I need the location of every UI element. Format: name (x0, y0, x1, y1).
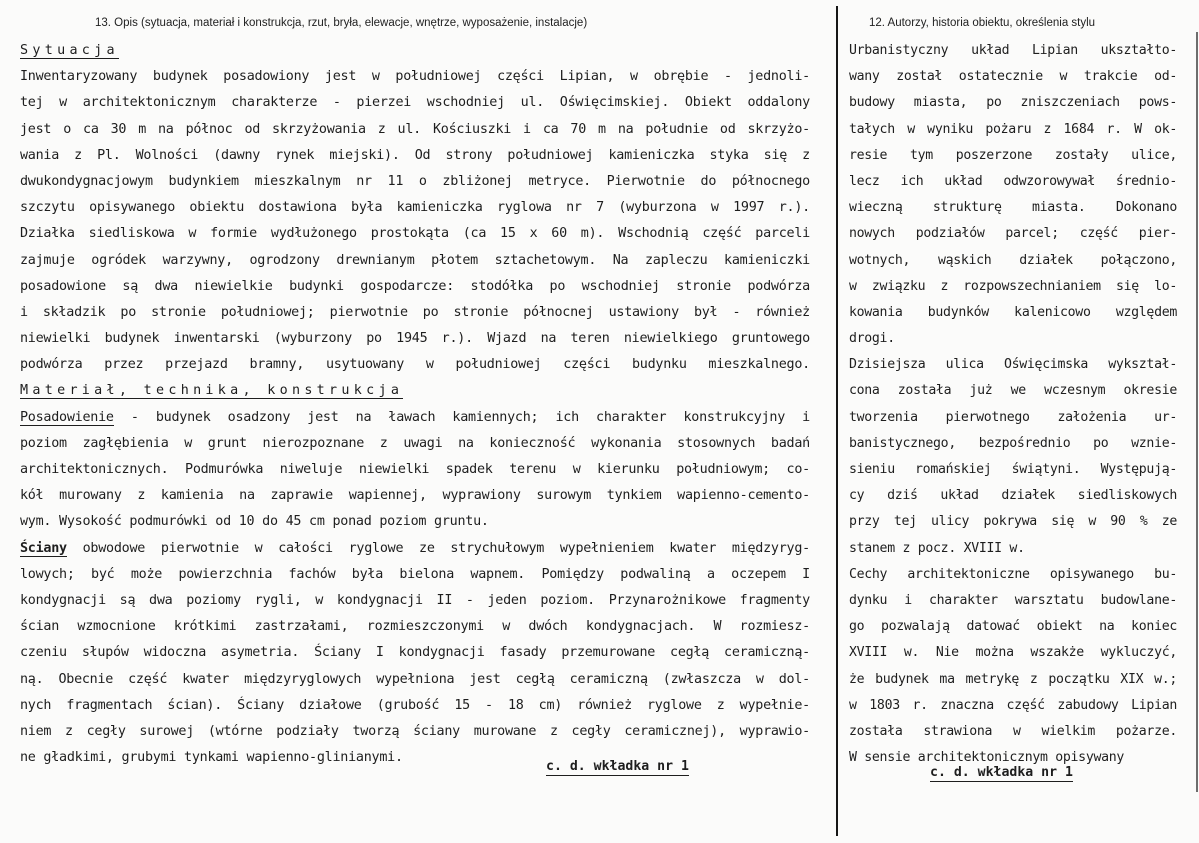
text-line: w 1803 r. znaczna część zabudowy Lipian (849, 697, 1177, 713)
text-line: wania z Pl. Wolności (dawny rynek miejski). Od strony południowej kamieniczka styka się z (20, 147, 810, 163)
text-line: W sensie architektonicznym opisywany (849, 750, 1125, 766)
text-line: dwukondygnacjowym budynkiem mieszkalnym nr 11 o zbliżonej metryce. Pierwotnie do północnego (20, 173, 810, 189)
walls-first-text: obwodowe pierwotnie w całości ryglowe ze strychułowym wypełnieniem kwater międzyryg- (66, 540, 810, 556)
text-line: wym. Wysokość podmurówki od 10 do 45 cm ponad poziom gruntu. (20, 514, 489, 530)
text-line: Cechy architektoniczne opisywanego bu- (849, 566, 1177, 582)
foundation-paragraph (20, 431, 810, 536)
text-line: XVIII w. Nie można wszakże wykluczyć, (849, 645, 1177, 661)
text-line: nych fragmentach ścian). Ściany działowe (grubość 15 - 18 cm) również ryglowe z wypełnie- (20, 697, 810, 713)
text-line: budowy miasta, po zniszczeniach pows- (849, 95, 1177, 111)
text-line: poziom zagłębienia w grunt nierozpoznane z uwagi na konieczność wykonania stosownych badań (20, 435, 810, 451)
text-line: kowania budynków kalenicowo względem (849, 304, 1177, 320)
walls-first-line (20, 536, 810, 562)
text-line: wotnych, wąskich działek połączono, (849, 252, 1177, 268)
continuation-note-left: c. d. wkładka nr 1 (546, 759, 689, 774)
history-column (849, 38, 1177, 771)
text-line: niewielki budynek inwentarski (wyburzony po 1945 r.). Wjazd na teren niewielkiego gruntowego (20, 331, 810, 347)
text-line: banistycznego, bezpośrednio po wznie- (849, 435, 1177, 451)
text-line: i składzik po stronie południowej; pierwotnie po stronie północnej ustawiony był - również (20, 304, 810, 320)
text-line: podwórza przez przejazd bramny, usytuowany w południowej części budynku mieszkalnego. (20, 357, 810, 373)
text-line: szczytu opisywanego obiektu dostawiona była kamieniczka ryglowa nr 7 (wyburzona w 1997 r.). (20, 200, 810, 216)
foundation-first-text: - budynek osadzony jest na ławach kamiennych; ich charakter konstrukcyjny i (113, 409, 810, 425)
text-line: że budynek ma metrykę z początku XIX w.; (849, 671, 1177, 687)
text-line: Dzisiejsza ulica Oświęcimska wykształ- (849, 357, 1177, 373)
text-line: tałych w wyniku pożaru z 1684 r. W ok- (849, 121, 1177, 137)
material-heading-line (20, 378, 810, 404)
text-line: wany został ostatecznie w trakcie od- (849, 69, 1177, 85)
text-line: tworzenia pierwotnego założenia ur- (849, 409, 1177, 425)
text-line: ścian wzmocnione krótkimi zastrzałami, rozmieszczonymi w dwóch kondygnacjach. W rozmiesz- (20, 619, 810, 635)
text-line: go pozwalają datować obiekt na koniec (849, 619, 1177, 635)
text-line: lecz ich układ odwzorowywał średnio- (849, 173, 1177, 189)
text-line: resie tym poszerzone zostały ulice, (849, 147, 1177, 163)
column-divider (836, 6, 838, 836)
text-line: wieczną strukturę miasta. Dokonano (849, 200, 1177, 216)
text-line: jest o ca 30 m na północ od skrzyżowania z ul. Kościuszki i ca 70 m na południe od skrzyżo- (20, 121, 810, 137)
text-line: kondygnacji są dwa poziomy rygli, w kondygnacji II - jeden poziom. Przynarożnikowe fragmenty (20, 592, 810, 608)
foundation-first-line (20, 405, 810, 431)
text-line: czeniu słupów widoczna asymetria. Ściany I kondygnacji fasady przemurowane cegłą ceramiczną- (20, 645, 810, 661)
text-line: została strawiona w wielkim pożarze. (849, 723, 1177, 739)
page-edge-line (1196, 32, 1198, 792)
walls-paragraph (20, 562, 810, 772)
text-line: nowych podziałów parcel; część pier- (849, 226, 1177, 242)
text-line: niem z cegły surowej (wtórne podziały tworzą ściany murowane z cegły ceramicznej), wyprawio- (20, 723, 810, 739)
text-line: zajmuje ogródek warzywny, ogrodzony drewnianym płotem sztachetowym. Na zapleczu kamieniczki (20, 252, 810, 268)
text-line: Działka siedliskowa w formie wydłużonego prostokąta (ca 15 x 60 m). Wschodnią część parceli (20, 226, 810, 242)
text-line: cona została już we wczesnym okresie (849, 383, 1177, 399)
text-line: tej w architektonicznym charakterze - pierzei wschodniej ul. Oświęcimskiej. Obiekt oddalony (20, 95, 810, 111)
text-line: posadowione są dwa niewielkie budynki gospodarcze: stodółka po wschodniej stronie podwórza (20, 278, 810, 294)
continuation-note-right: c. d. wkładka nr 1 (930, 765, 1073, 780)
text-line: stanem z pocz. XVIII w. (849, 540, 1025, 556)
text-line: ną. Obecnie część kwater międzyryglowych wypełniona jest cegłą ceramiczną (zwłaszcza w dol- (20, 671, 810, 687)
text-line: ne gładkimi, grubymi tynkami wapienno-glinianymi. (20, 750, 403, 766)
text-line: architektonicznych. Podmurówka niweluje niewielki spadek terenu w kierunku południowym; co- (20, 462, 810, 477)
description-column (20, 38, 810, 771)
material-heading: Materiał, technika, konstrukcja (20, 383, 404, 399)
section-13-header: 13. Opis (sytuacja, materiał i konstrukcja, rzut, bryła, elewacje, wnętrze, wyposażenie, instalacje) (95, 17, 588, 29)
text-line: drogi. (849, 331, 895, 347)
walls-label: Ściany (20, 540, 67, 556)
history-paragraph (849, 38, 1177, 771)
foundation-label: Posadowienie (20, 409, 114, 425)
text-line: w związku z rozpowszechnianiem się lo- (849, 278, 1177, 294)
text-line: przy tej ulicy pokrywa się w 90 % ze (849, 514, 1177, 530)
text-line: dynku i charakter warsztatu budowlane- (849, 592, 1177, 608)
text-line: Inwentaryzowany budynek posadowiony jest w południowej części Lipian, w obrębie - jednoli- (20, 69, 810, 85)
text-line: kół murowany z kamienia na zaprawie wapiennej, wyprawiony surowym tynkiem wapienno-cemento- (20, 488, 810, 504)
text-line: cy dziś układ działek siedliskowych (849, 488, 1177, 504)
section-12-header: 12. Autorzy, historia obiektu, określenia stylu (869, 17, 1096, 29)
text-line: Urbanistyczny układ Lipian ukształto- (849, 43, 1177, 58)
text-line: lowych; być może powierzchnia fachów była bielona wapnem. Pomiędzy podwaliną a oczepem I (20, 566, 810, 582)
text-line: sieniu romańskiej świątyni. Występują- (849, 462, 1177, 477)
situation-paragraph (20, 64, 810, 378)
situation-heading: Sytuacja (20, 43, 119, 58)
situation-heading-line (20, 38, 810, 64)
